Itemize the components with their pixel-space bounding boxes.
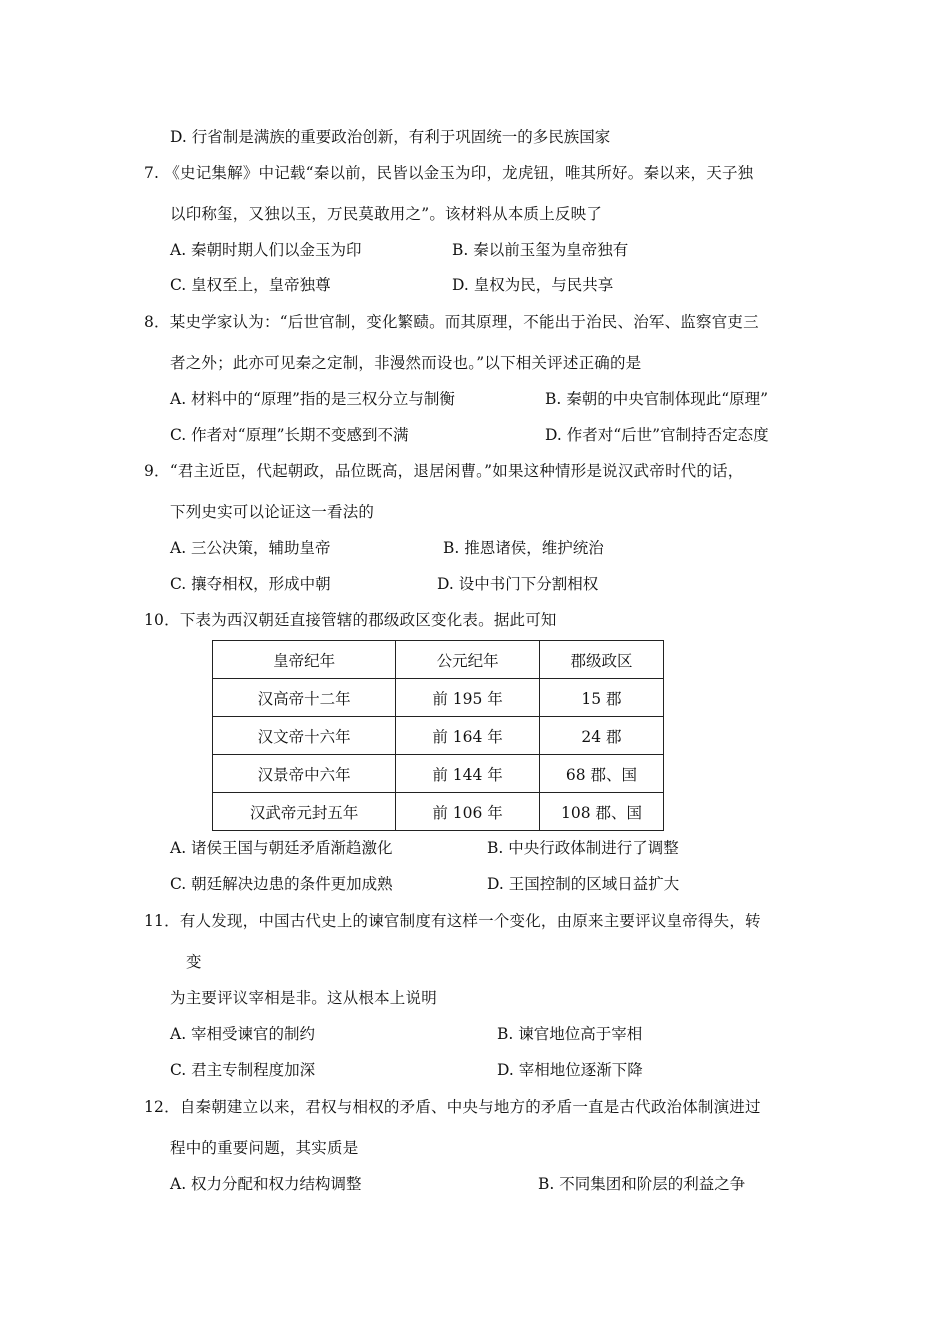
- q10-option-c: C. 朝廷解决边患的条件更加成熟: [170, 875, 393, 893]
- q11-option-b: B. 谏官地位高于宰相: [497, 1025, 643, 1043]
- table-cell: 前 164 年: [396, 717, 540, 755]
- table-header-cell: 公元纪年: [396, 641, 540, 679]
- table-cell: 前 144 年: [396, 755, 540, 793]
- q11-stem-line3: 为主要评议宰相是非。这从根本上说明: [170, 989, 437, 1007]
- table-cell: 汉武帝元封五年: [213, 793, 396, 831]
- q9-stem-line2: 下列史实可以论证这一看法的: [170, 503, 375, 521]
- table-cell: 15 郡: [539, 679, 663, 717]
- table-cell: 前 195 年: [396, 679, 540, 717]
- table-cell: 24 郡: [539, 717, 663, 755]
- table-cell: 汉景帝中六年: [213, 755, 396, 793]
- q7-stem-line2: 以印称玺，又独以玉，万民莫敢用之”。该材料从本质上反映了: [170, 205, 603, 223]
- q9-option-c: C. 攘夺相权，形成中朝: [170, 575, 331, 593]
- table-row: [213, 755, 664, 793]
- q12-option-b: B. 不同集团和阶层的利益之争: [538, 1175, 746, 1193]
- table-row: [213, 679, 664, 717]
- q10-option-a: A. 诸侯王国与朝廷矛盾渐趋激化: [170, 839, 393, 857]
- table-cell: 68 郡、国: [539, 755, 663, 793]
- q8-option-a: A. 材料中的“原理”指的是三权分立与制衡: [170, 390, 455, 408]
- table-header-cell: 皇帝纪年: [213, 641, 396, 679]
- q7-option-b: B. 秦以前玉玺为皇帝独有: [452, 241, 629, 259]
- q10-option-d: D. 王国控制的区域日益扩大: [487, 875, 680, 893]
- q6-option-d: D. 行省制是满族的重要政治创新，有利于巩固统一的多民族国家: [170, 128, 611, 146]
- q11-option-d: D. 宰相地位逐渐下降: [497, 1061, 643, 1079]
- q8-option-d: D. 作者对“后世”官制持否定态度: [545, 426, 769, 444]
- q12-option-a: A. 权力分配和权力结构调整: [170, 1175, 362, 1193]
- q10-option-b: B. 中央行政体制进行了调整: [487, 839, 679, 857]
- q7-stem-line1: 7. 《史记集解》中记载“秦以前，民皆以金玉为印，龙虎钮，唯其所好。秦以来，天子独: [144, 164, 754, 182]
- q8-option-b: B. 秦朝的中央官制体现此“原理”: [545, 390, 769, 408]
- q9-option-b: B. 推恩诸侯，维护统治: [443, 539, 604, 557]
- q12-stem-line1: 12．自秦朝建立以来，君权与相权的矛盾、中央与地方的矛盾一直是古代政治体制演进过: [144, 1098, 761, 1116]
- q11-stem-line2: 变: [186, 953, 202, 971]
- q8-stem-line2: 者之外；此亦可见秦之定制，非漫然而设也。”以下相关评述正确的是: [170, 354, 642, 372]
- table-cell: 汉高帝十二年: [213, 679, 396, 717]
- q8-option-c: C. 作者对“原理”长期不变感到不满: [170, 426, 409, 444]
- q8-stem-line1: 8．某史学家认为：“后世官制，变化繁赜。而其原理，不能出于治民、治军、监察官吏三: [144, 313, 759, 331]
- table-header-cell: 郡级政区: [539, 641, 663, 679]
- q9-option-d: D. 设中书门下分割相权: [437, 575, 599, 593]
- table-cell: 前 106 年: [396, 793, 540, 831]
- q10-stem-line1: 10．下表为西汉朝廷直接管辖的郡级政区变化表。据此可知: [144, 611, 557, 629]
- table-cell: 108 郡、国: [539, 793, 663, 831]
- q12-stem-line2: 程中的重要问题，其实质是: [170, 1139, 359, 1157]
- q7-option-a: A. 秦朝时期人们以金玉为印: [170, 241, 362, 259]
- table-row: [213, 717, 664, 755]
- table-cell: 汉文帝十六年: [213, 717, 396, 755]
- q9-stem-line1: 9．“君主近臣，代起朝政，品位既高，退居闲曹。”如果这种情形是说汉武帝时代的话，: [144, 462, 744, 480]
- table-header-row: [213, 641, 664, 679]
- q11-option-c: C. 君主专制程度加深: [170, 1061, 316, 1079]
- table-row: [213, 793, 664, 831]
- q11-option-a: A. 宰相受谏官的制约: [170, 1025, 316, 1043]
- q7-option-c: C. 皇权至上，皇帝独尊: [170, 276, 331, 294]
- q9-option-a: A. 三公决策，辅助皇帝: [170, 539, 331, 557]
- q11-stem-line1: 11．有人发现，中国古代史上的谏官制度有这样一个变化，由原来主要评议皇帝得失，转: [144, 912, 761, 930]
- q7-option-d: D. 皇权为民，与民共享: [452, 276, 614, 294]
- q10-data-table: [212, 640, 664, 831]
